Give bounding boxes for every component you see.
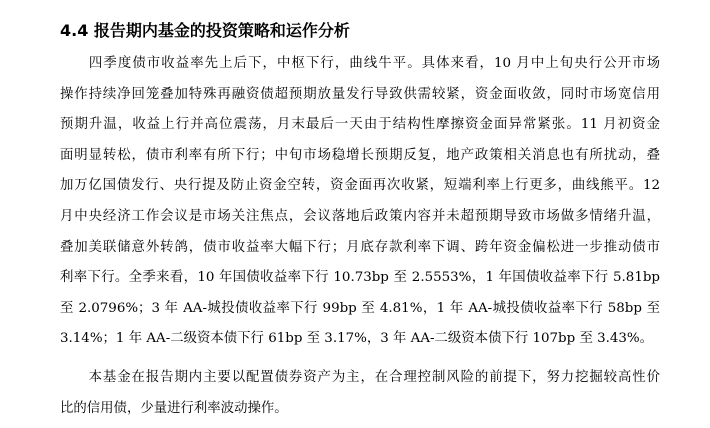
paragraph-line: 预期升温，收益上行并高位震荡，月末最后一天由于结构性摩擦资金面异常紧张。11 月初资金 xyxy=(60,117,660,133)
paragraph-strategy-analysis xyxy=(60,49,660,355)
paragraph-line: 3.14%；1 年 AA-二级资本债下行 61bp 至 3.17%，3 年 AA-二级资本债下行 107bp 至 3.43%。 xyxy=(60,331,654,347)
paragraph-line: 月中央经济工作会议是市场关注焦点，会议落地后政策内容并未超预期导致市场做多情绪升温， xyxy=(60,208,660,224)
paragraph-line: 加万亿国债发行、央行提及防止资金空转，资金面再次收紧，短端利率上行更多，曲线熊平。12 xyxy=(60,178,660,194)
paragraph-line: 至 2.0796%；3 年 AA-城投债收益率下行 99bp 至 4.81%，1 年 AA-城投债收益率下行 58bp 至 xyxy=(60,300,660,316)
section-heading: 4.4 报告期内基金的投资策略和运作分析 xyxy=(60,21,350,40)
paragraph-line: 操作持续净回笼叠加特殊再融资债超预期放量发行导致供需较紧，资金面收敛，同时市场宽信用 xyxy=(60,86,660,102)
paragraph-line: 面明显转松，债市利率有所下行；中旬市场稳增长预期反复，地产政策相关消息也有所扰动，叠 xyxy=(60,147,660,163)
paragraph-line: 利率下行。全季来看，10 年国债收益率下行 10.73bp 至 2.5553%，1 年国债收益率下行 5.81bp xyxy=(60,270,660,286)
paragraph-line: 比的信用债，少量进行利率波动操作。 xyxy=(60,400,288,416)
paragraph-line: 叠加美联储意外转鸽，债市收益率大幅下行；月底存款利率下调、跨年资金偏松进一步推动债市 xyxy=(60,239,660,255)
paragraph-line: 四季度债市收益率先上后下，中枢下行，曲线牛平。具体来看，10 月中上旬央行公开市场 xyxy=(60,56,660,71)
paragraph-line: 本基金在报告期内主要以配置债券资产为主，在合理控制风险的前提下，努力挖掘较高性价 xyxy=(60,370,660,385)
paragraph-fund-operation xyxy=(60,363,660,424)
